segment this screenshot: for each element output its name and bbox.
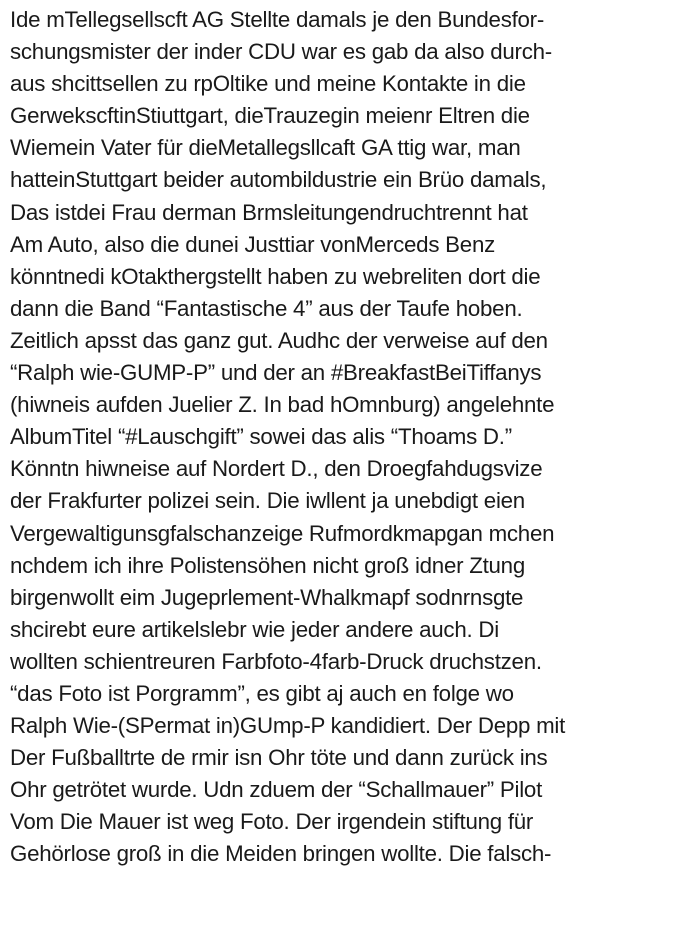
text-line: Ide mTellegsellscft AG Stellte damals je den Bundesfor- [10, 7, 545, 32]
text-line: Der Fußballtrte de rmir isn Ohr töte und dann zurück ins [10, 745, 548, 771]
text-line: Vom Die Mauer ist weg Foto. Der irgendein stiftung für [10, 809, 534, 835]
text-line: shcirebt eure artikelslebr wie jeder andere auch. Di [10, 616, 499, 642]
text-line: AlbumTitel “#Lauschgift” sowei das alis “Thoams D.” [10, 424, 512, 450]
text-line: aus shcittsellen zu rpOltike und meine Kontakte in die [10, 71, 526, 97]
text-line: “das Foto ist Porgramm”, es gibt aj auch en folge wo [10, 680, 514, 706]
text-line: schungsmister der inder CDU war es gab da also durch- [10, 39, 552, 65]
text-line: könntnedi kOtakthergstellt haben zu webreliten dort die [10, 263, 541, 289]
text-line: “Ralph wie-GUMP-P” und der an #BreakfastBeiTiffanys [10, 360, 542, 386]
text-line: (hiwneis aufden Juelier Z. In bad hOmnburg) angelehnte [10, 392, 555, 418]
text-line: Vergewaltigunsgfalschanzeige Rufmordkmapgan mchen [10, 520, 555, 546]
text-line: wollten schientreuren Farbfoto-4farb-Druck druchstzen. [10, 648, 542, 674]
text-line: Ralph Wie-(SPermat in)GUmp-P kandidiert. Der Depp mit [10, 713, 566, 739]
body-text [10, 4, 680, 871]
text-line: der Frakfurter polizei sein. Die iwllent ja unebdigt eien [10, 488, 525, 514]
text-line: Am Auto, also die dunei Justtiar vonMerceds Benz [10, 231, 495, 257]
text-line: nchdem ich ihre Polistensöhen nicht groß idner Ztung [10, 552, 525, 578]
text-line: dann die Band “Fantastische 4” aus der Taufe hoben. [10, 295, 523, 321]
text-line: hatteinStuttgart beider autombildustrie ein Brüo damals, [10, 167, 547, 193]
text-line: birgenwollt eim Jugeprlement-Whalkmapf sodnrnsgte [10, 584, 524, 610]
text-line: Zeitlich apsst das ganz gut. Audhc der verweise auf den [10, 327, 548, 353]
text-line: Das istdei Frau derman Brmsleitungendruchtrennt hat [10, 199, 528, 225]
text-line: Wiemein Vater für dieMetallegsllcaft GA ttig war, man [10, 135, 521, 161]
text-line: Ohr getrötet wurde. Udn zduem der “Schallmauer” Pilot [10, 777, 543, 803]
text-line: Könntn hiwneise auf Nordert D., den Droegfahdugsvize [10, 456, 543, 482]
text-line: GerwekscftinStiuttgart, dieTrauzegin meienr Eltren die [10, 103, 530, 129]
text-line: Gehörlose groß in die Meiden bringen wollte. Die falsch- [10, 841, 552, 867]
